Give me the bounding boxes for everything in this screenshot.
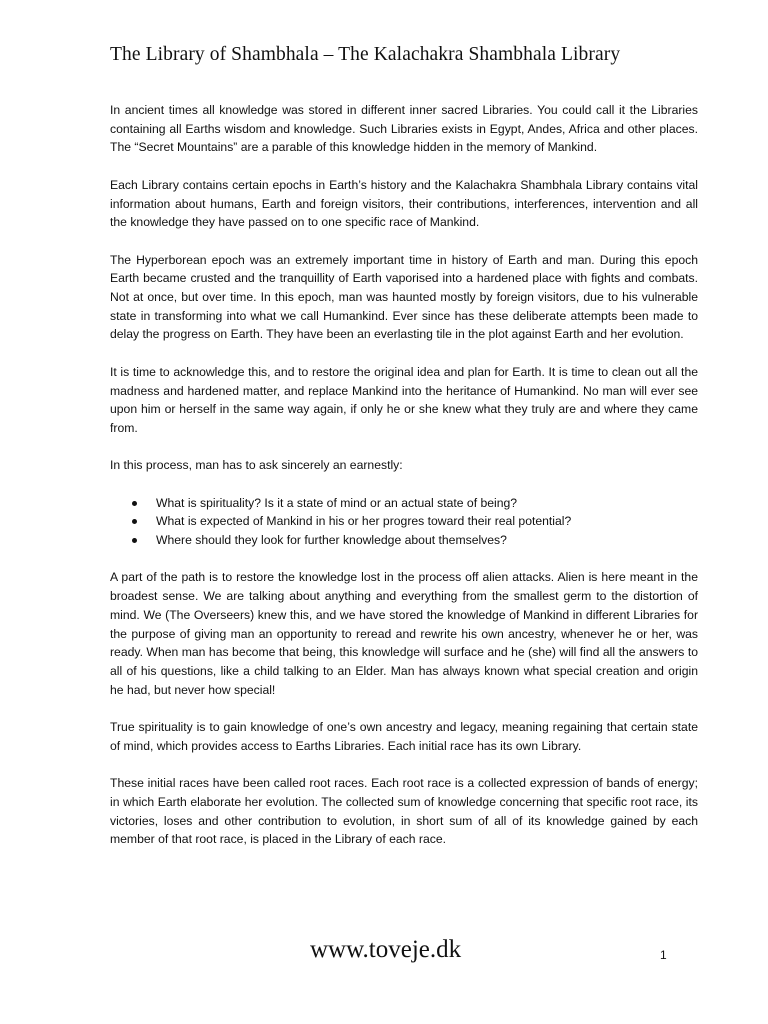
- bullet-icon: [132, 519, 137, 524]
- document-body: [110, 101, 698, 868]
- list-item: [110, 531, 698, 550]
- paragraph: True spirituality is to gain knowledge of one’s own ancestry and legacy, meaning regaining that certain state of mind, which provides access to Earths Libraries. Each initial race has its own Library.: [110, 720, 698, 753]
- bullet-icon: [132, 501, 137, 506]
- paragraph: It is time to acknowledge this, and to restore the original idea and plan for Earth. It is time to clean out all the madness and hardened matter, and replace Mankind into the heritance of Humankind. No man will ever see upon him or herself in the same way again, if only he or she knew what they truly are and where they came from.: [110, 364, 698, 435]
- paragraph: The Hyperborean epoch was an extremely important time in history of Earth and man. During this epoch Earth became crusted and the tranquillity of Earth vaporised into a hardened place with fights and combats. Not at once, but over time. In this epoch, man was haunted mostly by foreign visitors, due to his vulnerable state in transforming into what we call Humankind. Ever since has these deliberate attempts been made to delay the progress on Earth. They have been an everlasting tile in the plot against Earth and her evolution.: [110, 252, 698, 342]
- page-number: 1: [660, 948, 667, 962]
- paragraph: In ancient times all knowledge was stored in different inner sacred Libraries. You could call it the Libraries containing all Earths wisdom and knowledge. Such Libraries exists in Egypt, Andes, Africa and other places. The “Secret Mountains” are a parable of this knowledge hidden in the memory of Mankind.: [110, 103, 698, 155]
- list-item-text: Where should they look for further knowledge about themselves?: [156, 533, 507, 548]
- page-title: The Library of Shambhala – The Kalachakra Shambhala Library: [110, 44, 621, 65]
- footer-website-url: www.toveje.dk: [310, 936, 462, 963]
- question-list: [110, 494, 698, 550]
- list-item: [110, 494, 698, 513]
- list-item-text: What is expected of Mankind in his or her progres toward their real potential?: [156, 514, 572, 529]
- list-item: [110, 512, 698, 531]
- paragraph: A part of the path is to restore the knowledge lost in the process off alien attacks. Alien is here meant in the broadest sense. We are talking about anything and everything from the smallest germ to the distortion of mind. We (The Overseers) knew this, and we have stored the knowledge of Mankind in different Libraries for the purpose of giving man an opportunity to reread and rewrite his own ancestry, whenever he or her, was ready. When man has become that being, this knowledge will surface and he (she) will find all the answers to all of his questions, like a child talking to an Elder. Man has always known what special creation and origin he had, but never how special!: [110, 570, 698, 697]
- paragraph: In this process, man has to ask sincerely an earnestly:: [110, 458, 403, 473]
- paragraph: These initial races have been called root races. Each root race is a collected expression of bands of energy; in which Earth elaborate her evolution. The collected sum of knowledge concerning that specific root race, its victories, loses and other contribution to evolution, in short sum of all of its knowledge gained by each member of that root race, is placed in the Library of each race.: [110, 776, 698, 847]
- bullet-icon: [132, 538, 137, 543]
- paragraph: Each Library contains certain epochs in Earth’s history and the Kalachakra Shambhala Library contains vital information about humans, Earth and foreign visitors, their contributions, interferences, intervention and all the knowledge they have passed on to one specific race of Mankind.: [110, 177, 698, 230]
- list-item-text: What is spirituality? Is it a state of mind or an actual state of being?: [156, 495, 518, 510]
